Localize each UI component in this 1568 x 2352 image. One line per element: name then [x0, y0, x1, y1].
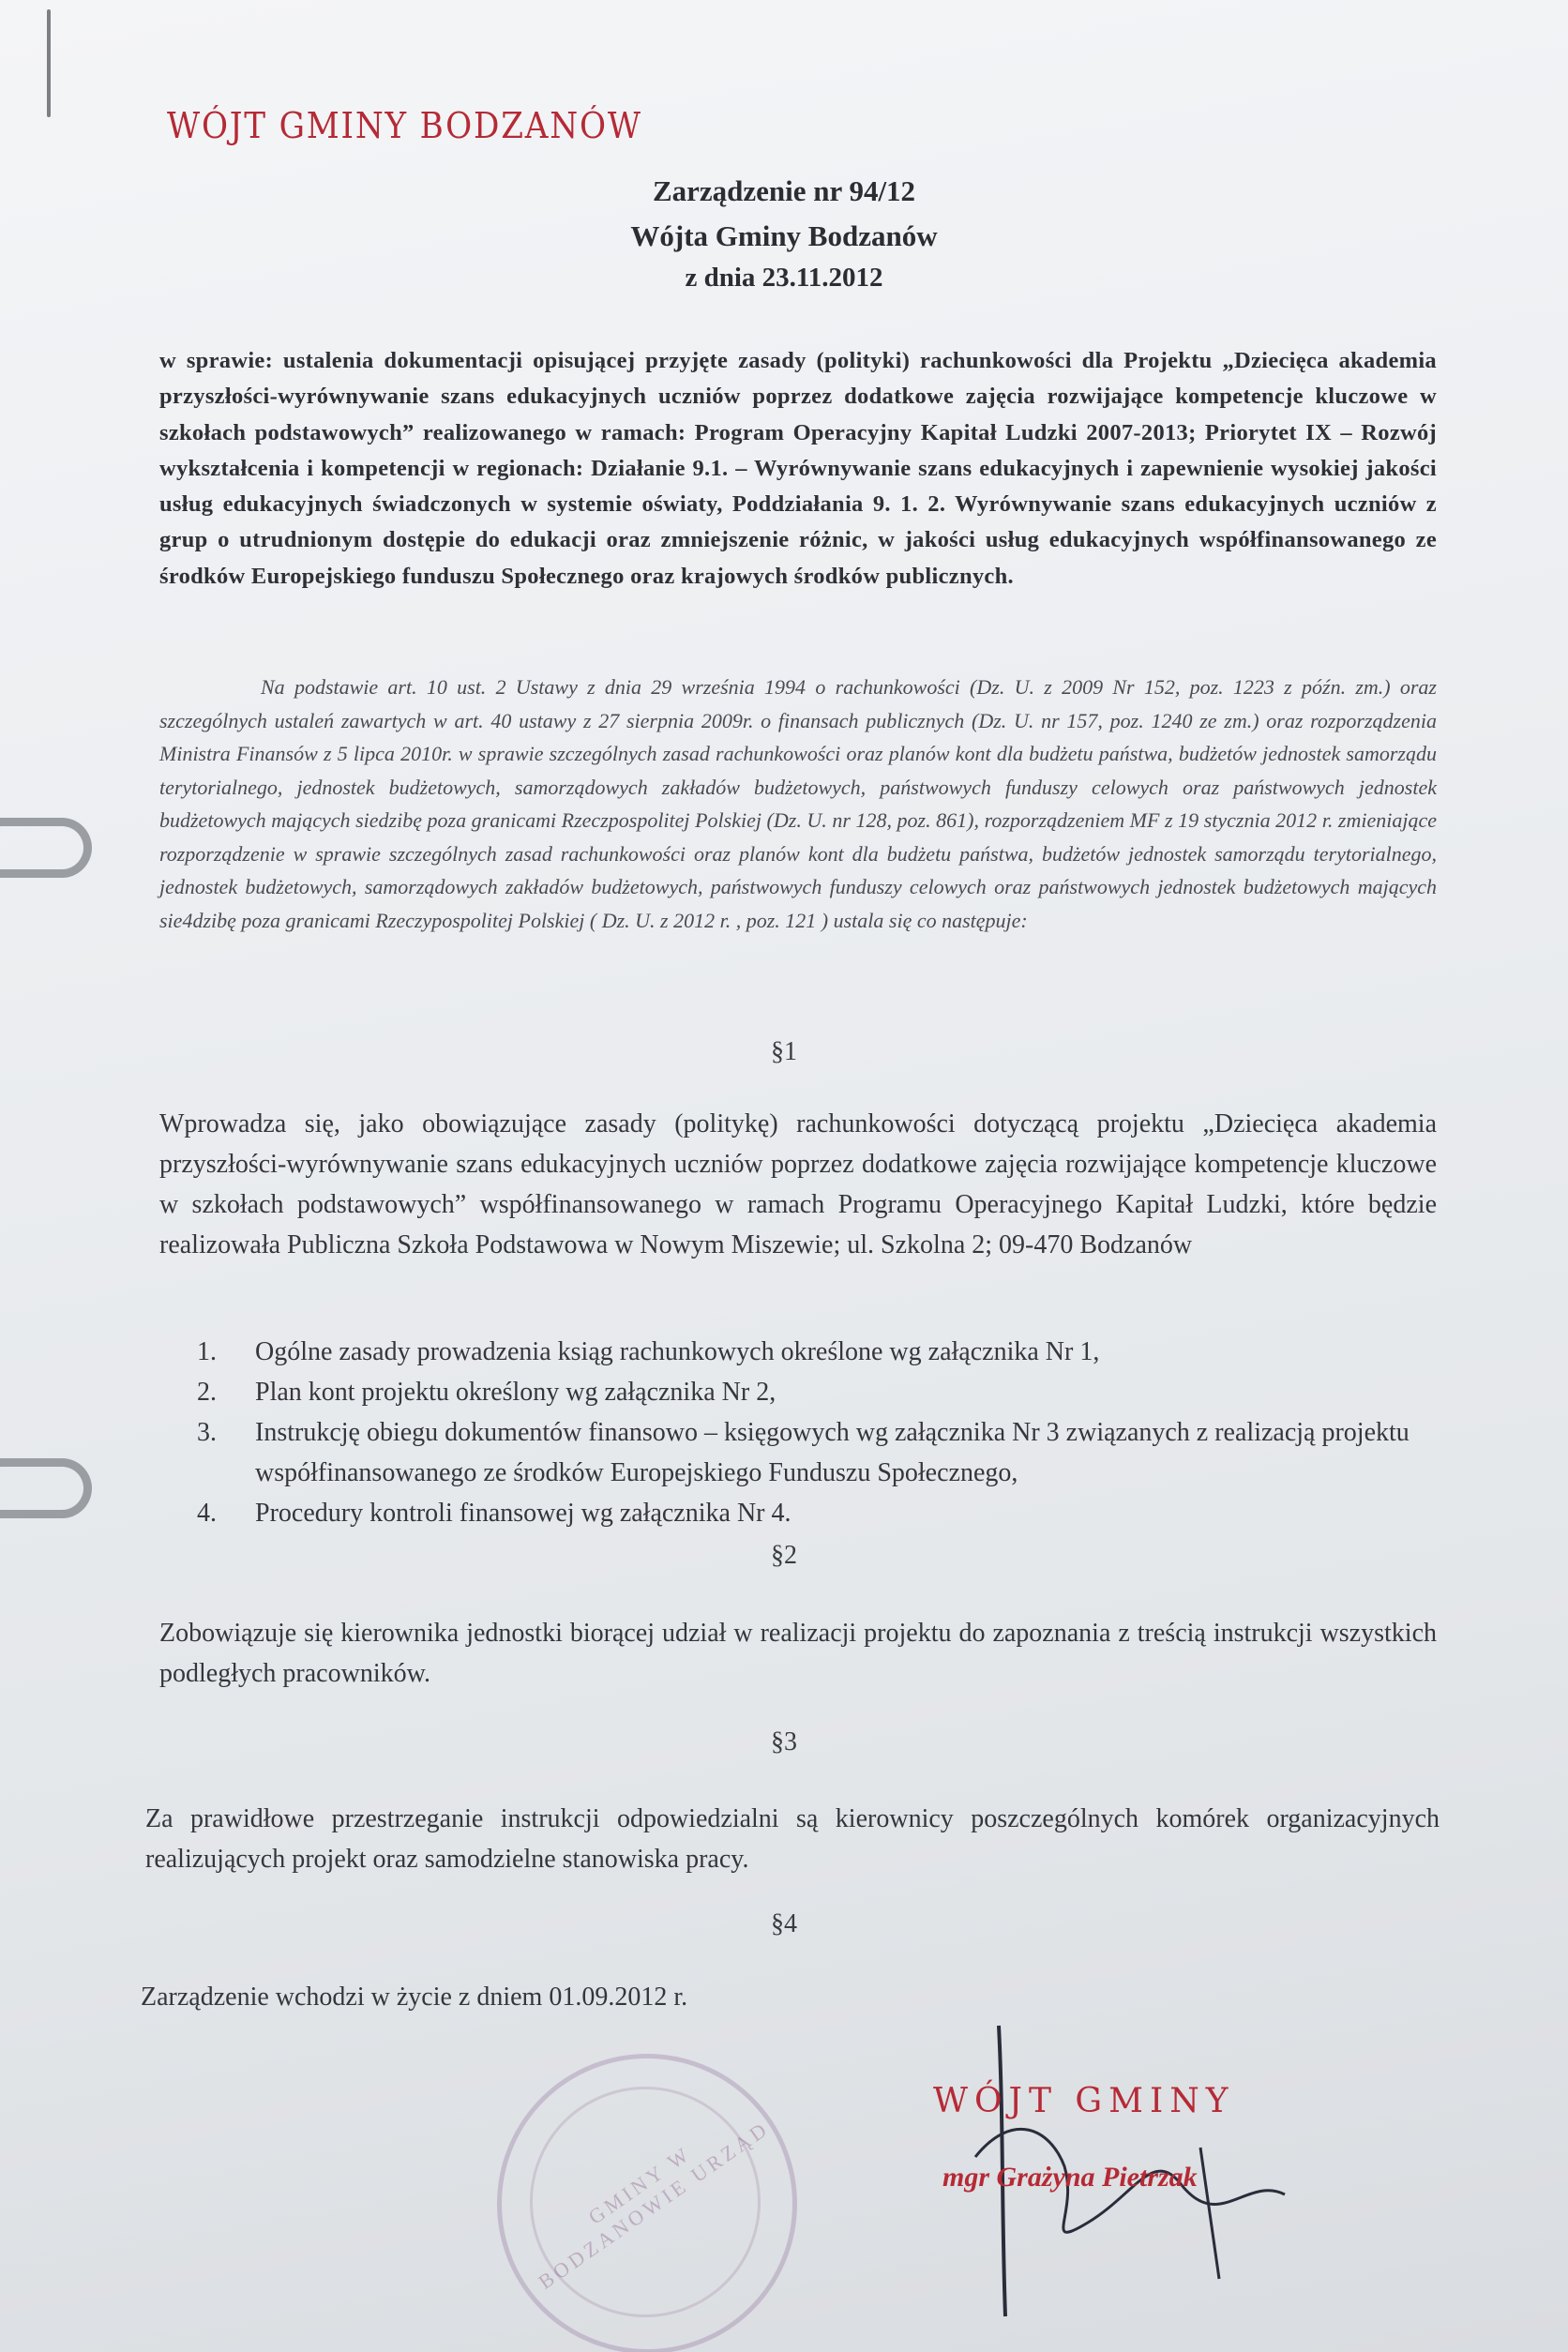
section-3-text: Za prawidłowe przestrzeganie instrukcji odpowiedzialni są kierownicy poszczególnych komórek organizacyjnych realizujących projekt oraz samodzielne stanowiska pracy.: [145, 1804, 1440, 1874]
section-1-heading: §1: [771, 1037, 797, 1066]
section-1-text: Wprowadza się, jako obowiązujące zasady (politykę) rachunkowości dotyczącą projektu „Dziecięca akademia przyszłości-wyrównywanie szans edukacyjnych uczniów poprzez dodatkowe zajęcia rozwijające kompetencje kluczowe w szkołach podstawowych” współfinansowanego w ramach Programu Operacyjnego Kapitał Ludzki, które będzie realizowała Publiczna Szkoła Podstawowa w Nowym Miszewie; ul. Szkolna 2; 09-470 Bodzanów: [159, 1109, 1437, 1259]
section-2-heading: §2: [771, 1541, 797, 1570]
list-item-number: 4.: [197, 1499, 217, 1528]
list-item-text: Instrukcję obiegu dokumentów finansowo – księgowych wg załącznika Nr 3 związanych z realizacją projektu współfinansowanego ze środków Europejskiego Funduszu Społecznego,: [255, 1418, 1410, 1487]
section-4-heading: §4: [771, 1909, 797, 1938]
header-stamp: WÓJT GMINY BODZANÓW: [167, 105, 642, 146]
signature-title: WÓJT GMINY: [933, 2082, 1235, 2120]
list-item: [197, 1332, 1444, 1372]
list-item-number: 2.: [197, 1378, 217, 1407]
list-item-text: Ogólne zasady prowadzenia ksiąg rachunkowych określone wg załącznika Nr 1,: [255, 1337, 1100, 1366]
binder-mark: [47, 9, 51, 117]
section-4-text: Zarządzenie wchodzi w życie z dniem 01.09.2012 r.: [141, 1983, 688, 2012]
signature-name: mgr Grażyna Pietrzak: [942, 2162, 1198, 2193]
document-title: Zarządzenie nr 94/12: [652, 174, 916, 207]
round-stamp-text: GMINY W BODZANOWIE URZĄD: [534, 2116, 774, 2294]
document-issuer: Wójta Gminy Bodzanów: [630, 219, 938, 252]
round-official-stamp: [497, 2054, 797, 2352]
list-item-text: Procedury kontroli finansowej wg załącznika Nr 4.: [255, 1499, 792, 1528]
binder-ring-top: [0, 818, 92, 878]
binder-ring-bottom: [0, 1458, 92, 1518]
document-date: z dnia 23.11.2012: [685, 263, 883, 293]
subject-paragraph: w sprawie: ustalenia dokumentacji opisującej przyjęte zasady (polityki) rachunkowości dla Projektu „Dziecięca akademia przyszłości-wyrównywanie szans edukacyjnych uczniów poprzez dodatkowe zajęcia rozwijające kompetencje kluczowe w szkołach podstawowych” realizowanego w ramach: Program Operacyjny Kapitał Ludzki 2007-2013; Priorytet IX – Rozwój wykształcenia i kompetencji w regionach: Działanie 9.1. – Wyrównywanie szans edukacyjnych i zapewnienie wysokiej jakości usług edukacyjnych świadczonych w systemie oświaty, Poddziałania 9. 1. 2. Wyrównywanie szans edukacyjnych uczniów z grup o utrudnionym dostępie do edukacji oraz zmniejszenie różnic, w jakości usług edukacyjnych współfinansowanego ze środków Europejskiego funduszu Społecznego oraz krajowych środków publicznych.: [159, 348, 1437, 589]
section-3-heading: §3: [771, 1727, 797, 1756]
list-item: [197, 1412, 1444, 1493]
list-item-number: 3.: [197, 1418, 217, 1447]
section-1-list: [197, 1332, 1444, 1533]
legal-basis-paragraph: Na podstawie art. 10 ust. 2 Ustawy z dnia 29 września 1994 o rachunkowości (Dz. U. z 2009 Nr 152, poz. 1223 z późn. zm.) oraz szczególnych ustaleń zawartych w art. 40 ustawy z 27 sierpnia 2009r. o finansach publicznych (Dz. U. nr 157, poz. 1240 ze zm.) oraz rozporządzenia Ministra Finansów z 5 lipca 2010r. w sprawie szczególnych zasad rachunkowości oraz planów kont dla budżetu państwa, budżetów jednostek samorządu terytorialnego, jednostek budżetowych, samorządowych zakładów budżetowych, państwowych funduszy celowych oraz państwowych jednostek budżetowych mających siedzibę poza granicami Rzeczpospolitej Polskiej (Dz. U. nr 128, poz. 861), rozporządzeniem MF z 19 stycznia 2012 r. zmieniające rozporządzenie w sprawie szczególnych zasad rachunkowości oraz planów kont dla budżetu państwa, budżetów jednostek samorządu terytorialnego, jednostek budżetowych, samorządowych zakładów budżetowych, państwowych funduszy celowych oraz państwowych jednostek budżetowych mających sie4dzibę poza granicami Rzeczypospolitej Polskiej ( Dz. U. z 2012 r. , poz. 121 ) ustala się co następuje:: [159, 675, 1437, 932]
list-item-text: Plan kont projektu określony wg załącznika Nr 2,: [255, 1378, 776, 1407]
list-item-number: 1.: [197, 1337, 217, 1366]
section-2-text: Zobowiązuje się kierownika jednostki biorącej udział w realizacji projektu do zapoznania z treścią instrukcji wszystkich podległych pracowników.: [159, 1619, 1437, 1688]
list-item: [197, 1372, 1444, 1412]
list-item: [197, 1493, 1444, 1533]
